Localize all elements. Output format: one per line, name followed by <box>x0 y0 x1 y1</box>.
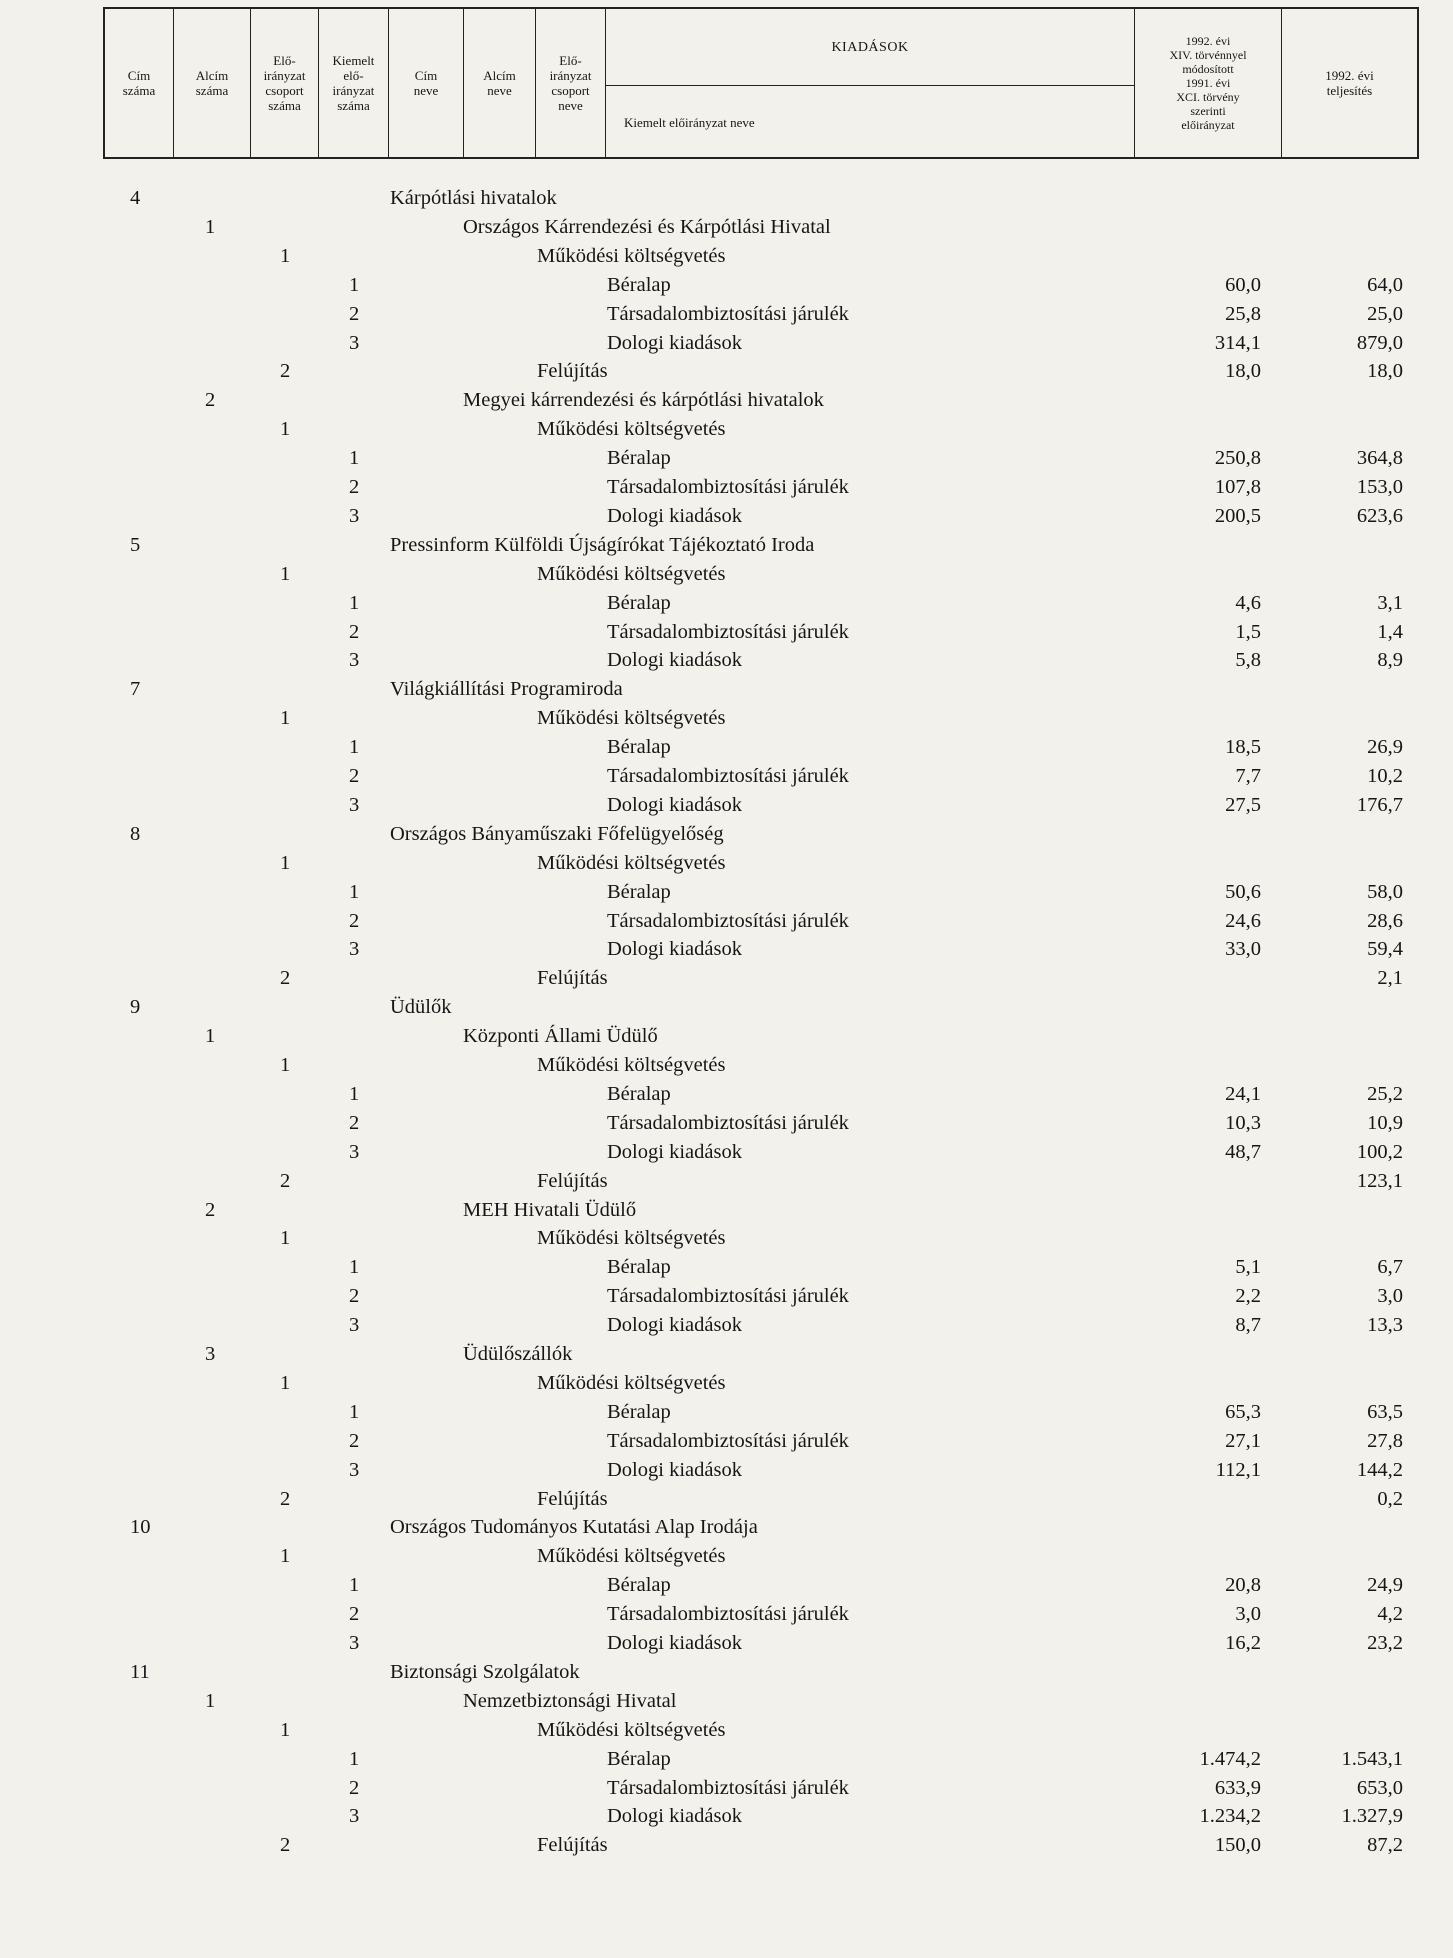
table-row <box>0 1340 1453 1369</box>
table-row <box>0 849 1453 878</box>
row-name: Béralap <box>607 1082 671 1105</box>
header-cim-neve: Cím neve <box>413 68 439 98</box>
row-number: 1 <box>205 215 216 238</box>
row-eloiranyzat-value: 20,8 <box>1225 1574 1261 1597</box>
row-name: MEH Hivatali Üdülő <box>463 1198 637 1221</box>
row-name: Társadalombiztosítási járulék <box>607 302 849 325</box>
row-teljesites-value: 27,8 <box>1367 1429 1403 1452</box>
row-eloiranyzat-value: 200,5 <box>1214 504 1261 527</box>
row-number: 2 <box>280 967 291 990</box>
row-teljesites-value: 1.327,9 <box>1341 1805 1403 1828</box>
header-alcim-szama: Alcím száma <box>195 68 229 98</box>
row-number: 2 <box>349 302 360 325</box>
row-name: Felújítás <box>537 1834 608 1857</box>
table-row <box>0 1398 1453 1427</box>
row-name: Társadalombiztosítási járulék <box>607 1285 849 1308</box>
table-row <box>0 1196 1453 1225</box>
row-teljesites-value: 3,1 <box>1377 591 1403 614</box>
row-name: Béralap <box>607 591 671 614</box>
table-row <box>0 1658 1453 1687</box>
row-name: Dologi kiadások <box>607 331 742 354</box>
row-teljesites-value: 58,0 <box>1367 880 1403 903</box>
row-eloiranyzat-value: 27,1 <box>1225 1429 1261 1452</box>
row-teljesites-value: 123,1 <box>1356 1169 1403 1192</box>
row-eloiranyzat-value: 5,8 <box>1235 649 1261 672</box>
row-teljesites-value: 18,0 <box>1367 360 1403 383</box>
table-row <box>0 184 1453 213</box>
row-teljesites-value: 176,7 <box>1356 793 1403 816</box>
row-name: Társadalombiztosítási járulék <box>607 765 849 787</box>
row-name: Dologi kiadások <box>607 1458 742 1481</box>
table-row <box>0 329 1453 358</box>
header-kiemelt-eloiranyzat-szama: Kiemelt elő- irányzat száma <box>332 53 375 113</box>
table-row <box>0 1282 1453 1311</box>
row-eloiranyzat-value: 1,5 <box>1235 620 1261 643</box>
table-row <box>0 1831 1453 1860</box>
row-teljesites-value: 64,0 <box>1367 273 1403 296</box>
row-number: 1 <box>349 447 360 470</box>
row-name: Megyei kárrendezési és kárpótlási hivatalok <box>463 389 824 412</box>
table-row <box>0 444 1453 473</box>
row-teljesites-value: 2,1 <box>1377 967 1403 990</box>
row-number: 2 <box>349 765 360 787</box>
table-row <box>0 820 1453 849</box>
row-teljesites-value: 3,0 <box>1377 1285 1403 1308</box>
row-teljesites-value: 4,2 <box>1377 1603 1403 1626</box>
row-number: 1 <box>349 1082 360 1105</box>
row-number: 3 <box>349 938 360 961</box>
row-teljesites-value: 63,5 <box>1367 1400 1403 1423</box>
row-name: Felújítás <box>537 967 608 990</box>
row-number: 3 <box>349 1314 360 1337</box>
row-teljesites-value: 364,8 <box>1356 447 1403 470</box>
row-teljesites-value: 623,6 <box>1356 504 1403 527</box>
row-name: Működési költségvetés <box>537 1718 726 1741</box>
row-teljesites-value: 653,0 <box>1356 1776 1403 1799</box>
row-eloiranyzat-value: 18,5 <box>1225 736 1261 759</box>
row-teljesites-value: 23,2 <box>1367 1632 1403 1654</box>
table-row <box>0 1571 1453 1600</box>
row-number: 1 <box>349 1747 360 1770</box>
row-number: 1 <box>349 1400 360 1423</box>
table-row <box>0 1456 1453 1485</box>
row-name: Központi Állami Üdülő <box>463 1025 658 1048</box>
row-number: 1 <box>349 273 360 296</box>
header-eloiranyzat-csoport-neve: Elő- irányzat csoport neve <box>549 53 592 113</box>
row-eloiranyzat-value: 33,0 <box>1225 938 1261 961</box>
row-number: 3 <box>349 1140 360 1163</box>
table-row <box>0 589 1453 618</box>
table-row <box>0 1513 1453 1542</box>
row-name: Felújítás <box>537 1169 608 1192</box>
row-eloiranyzat-value: 10,3 <box>1225 1111 1261 1134</box>
row-eloiranyzat-value: 150,0 <box>1214 1834 1261 1857</box>
row-number: 3 <box>349 649 360 672</box>
row-name: Üdülőszállók <box>463 1343 573 1365</box>
row-teljesites-value: 10,2 <box>1367 765 1403 787</box>
table-row <box>0 618 1453 647</box>
table-row <box>0 502 1453 531</box>
row-name: Országos Tudományos Kutatási Alap Irodája <box>390 1516 758 1539</box>
row-name: Felújítás <box>537 360 608 383</box>
row-eloiranyzat-value: 1.234,2 <box>1199 1805 1261 1828</box>
row-name: Dologi kiadások <box>607 938 742 961</box>
row-teljesites-value: 28,6 <box>1367 909 1403 932</box>
row-eloiranyzat-value: 2,2 <box>1235 1285 1261 1308</box>
row-number: 11 <box>130 1660 150 1683</box>
row-eloiranyzat-value: 60,0 <box>1225 273 1261 296</box>
row-teljesites-value: 25,2 <box>1367 1082 1403 1105</box>
row-teljesites-value: 13,3 <box>1367 1314 1403 1337</box>
row-number: 2 <box>280 360 291 383</box>
row-number: 2 <box>205 1198 216 1221</box>
row-name: Társadalombiztosítási járulék <box>607 1603 849 1626</box>
row-eloiranyzat-value: 3,0 <box>1235 1603 1261 1626</box>
row-number: 3 <box>349 793 360 816</box>
header-kiadasok: KIADÁSOK <box>831 39 909 55</box>
table-row <box>0 1629 1453 1658</box>
row-name: Társadalombiztosítási járulék <box>607 909 849 932</box>
row-name: Biztonsági Szolgálatok <box>390 1660 580 1683</box>
row-teljesites-value: 26,9 <box>1367 736 1403 759</box>
row-number: 1 <box>280 1227 291 1250</box>
row-teljesites-value: 24,9 <box>1367 1574 1403 1597</box>
row-name: Béralap <box>607 736 671 759</box>
row-eloiranyzat-value: 27,5 <box>1225 793 1261 816</box>
row-name: Dologi kiadások <box>607 1805 742 1828</box>
row-name: Társadalombiztosítási járulék <box>607 476 849 498</box>
row-teljesites-value: 1,4 <box>1377 620 1403 643</box>
row-number: 3 <box>349 1458 360 1481</box>
row-name: Dologi kiadások <box>607 1632 742 1654</box>
row-number: 1 <box>280 1054 291 1076</box>
table-row <box>0 1427 1453 1456</box>
table-row <box>0 213 1453 242</box>
row-number: 1 <box>280 851 291 874</box>
row-number: 2 <box>280 1169 291 1192</box>
row-eloiranyzat-value: 107,8 <box>1214 476 1261 498</box>
row-name: Működési költségvetés <box>537 418 726 441</box>
table-row <box>0 1109 1453 1138</box>
row-number: 5 <box>130 533 141 556</box>
row-name: Társadalombiztosítási járulék <box>607 1776 849 1799</box>
row-number: 2 <box>349 1776 360 1799</box>
row-number: 3 <box>349 1805 360 1828</box>
table-row <box>0 675 1453 704</box>
table-row <box>0 560 1453 589</box>
row-name: Pressinform Külföldi Újságírókat Tájékoztató Iroda <box>390 533 815 556</box>
row-eloiranyzat-value: 250,8 <box>1214 447 1261 470</box>
row-eloiranyzat-value: 50,6 <box>1225 880 1261 903</box>
table-row <box>0 357 1453 386</box>
row-eloiranyzat-value: 65,3 <box>1225 1400 1261 1423</box>
table-row <box>0 1022 1453 1051</box>
row-number: 1 <box>349 1574 360 1597</box>
row-name: Világkiállítási Programiroda <box>390 678 623 701</box>
row-number: 1 <box>349 736 360 759</box>
row-eloiranyzat-value: 25,8 <box>1225 302 1261 325</box>
table-row <box>0 1051 1453 1080</box>
row-teljesites-value: 144,2 <box>1356 1458 1403 1481</box>
row-name: Béralap <box>607 447 671 470</box>
row-eloiranyzat-value: 633,9 <box>1214 1776 1261 1799</box>
row-teljesites-value: 8,9 <box>1377 649 1403 672</box>
row-name: Nemzetbiztonsági Hivatal <box>463 1689 677 1712</box>
table-row <box>0 1600 1453 1629</box>
row-eloiranyzat-value: 16,2 <box>1225 1632 1261 1654</box>
row-teljesites-value: 153,0 <box>1356 476 1403 498</box>
table-row <box>0 271 1453 300</box>
row-number: 2 <box>280 1834 291 1857</box>
table-row <box>0 878 1453 907</box>
row-number: 1 <box>280 244 291 267</box>
row-number: 1 <box>280 707 291 730</box>
row-number: 1 <box>280 418 291 441</box>
row-teljesites-value: 59,4 <box>1367 938 1403 961</box>
table-row <box>0 415 1453 444</box>
row-teljesites-value: 6,7 <box>1377 1256 1403 1279</box>
row-name: Működési költségvetés <box>537 707 726 730</box>
row-name: Társadalombiztosítási járulék <box>607 1429 849 1452</box>
row-teljesites-value: 879,0 <box>1356 331 1403 354</box>
table-row <box>0 1745 1453 1774</box>
row-number: 2 <box>205 389 216 412</box>
row-number: 4 <box>130 187 141 209</box>
table-row <box>0 935 1453 964</box>
header-teljesites: 1992. évi teljesítés <box>1325 68 1374 98</box>
row-number: 2 <box>349 1285 360 1308</box>
row-name: Béralap <box>607 1574 671 1597</box>
row-name: Társadalombiztosítási járulék <box>607 620 849 643</box>
row-name: Béralap <box>607 273 671 296</box>
row-teljesites-value: 25,0 <box>1367 302 1403 325</box>
row-teljesites-value: 1.543,1 <box>1341 1747 1403 1770</box>
row-name: Béralap <box>607 1400 671 1423</box>
row-eloiranyzat-value: 24,6 <box>1225 909 1261 932</box>
table-row <box>0 1138 1453 1167</box>
table-row <box>0 733 1453 762</box>
table-row <box>0 1253 1453 1282</box>
row-number: 2 <box>349 1111 360 1134</box>
table-row <box>0 964 1453 993</box>
row-name: Béralap <box>607 880 671 903</box>
table-row <box>0 1224 1453 1253</box>
row-number: 8 <box>130 822 141 845</box>
table-row <box>0 1311 1453 1340</box>
row-name: Működési költségvetés <box>537 1227 726 1250</box>
row-number: 2 <box>280 1487 291 1510</box>
row-number: 1 <box>349 591 360 614</box>
row-number: 1 <box>280 1545 291 1568</box>
row-number: 1 <box>280 1371 291 1394</box>
row-eloiranyzat-value: 18,0 <box>1225 360 1261 383</box>
row-name: Működési költségvetés <box>537 1054 726 1076</box>
row-number: 2 <box>349 1429 360 1452</box>
table-row <box>0 993 1453 1022</box>
table-row <box>0 1369 1453 1398</box>
table-row <box>0 531 1453 560</box>
table-row <box>0 762 1453 791</box>
row-number: 3 <box>349 331 360 354</box>
table-row <box>0 1485 1453 1514</box>
row-number: 1 <box>205 1025 216 1048</box>
row-number: 1 <box>205 1689 216 1712</box>
row-name: Működési költségvetés <box>537 1371 726 1394</box>
row-number: 3 <box>349 1632 360 1654</box>
row-eloiranyzat-value: 7,7 <box>1235 765 1261 787</box>
row-number: 2 <box>349 909 360 932</box>
header-eloiranyzat: 1992. évi XIV. törvénnyel módosított 1991. évi XCI. törvény szerinti előirányzat <box>1169 34 1247 132</box>
row-teljesites-value: 87,2 <box>1367 1834 1403 1857</box>
row-name: Országos Kárrendezési és Kárpótlási Hivatal <box>463 215 831 238</box>
row-eloiranyzat-value: 4,6 <box>1235 591 1261 614</box>
table-row <box>0 1542 1453 1571</box>
row-name: Üdülők <box>390 996 452 1019</box>
row-number: 1 <box>349 880 360 903</box>
row-name: Működési költségvetés <box>537 562 726 585</box>
row-name: Működési költségvetés <box>537 244 726 267</box>
row-eloiranyzat-value: 48,7 <box>1225 1140 1261 1163</box>
row-number: 1 <box>280 562 291 585</box>
row-number: 3 <box>205 1343 216 1365</box>
row-number: 10 <box>130 1516 151 1539</box>
row-number: 2 <box>349 1603 360 1626</box>
table-row <box>0 1774 1453 1803</box>
row-number: 2 <box>349 476 360 498</box>
row-name: Dologi kiadások <box>607 649 742 672</box>
row-name: Kárpótlási hivatalok <box>390 187 557 209</box>
table-row <box>0 386 1453 415</box>
row-name: Társadalombiztosítási járulék <box>607 1111 849 1134</box>
table-row <box>0 646 1453 675</box>
table-row <box>0 473 1453 502</box>
table-row <box>0 907 1453 936</box>
table-row <box>0 1716 1453 1745</box>
row-number: 2 <box>349 620 360 643</box>
row-name: Működési költségvetés <box>537 851 726 874</box>
row-name: Dologi kiadások <box>607 1140 742 1163</box>
row-eloiranyzat-value: 314,1 <box>1214 331 1261 354</box>
table-row <box>0 242 1453 271</box>
table-row <box>0 1802 1453 1831</box>
row-eloiranyzat-value: 24,1 <box>1225 1082 1261 1105</box>
row-teljesites-value: 10,9 <box>1367 1111 1403 1134</box>
table-row <box>0 1167 1453 1196</box>
table-row <box>0 1687 1453 1716</box>
row-eloiranyzat-value: 8,7 <box>1235 1314 1261 1337</box>
row-eloiranyzat-value: 112,1 <box>1215 1458 1261 1481</box>
row-name: Országos Bányaműszaki Főfelügyelőség <box>390 822 724 845</box>
row-eloiranyzat-value: 1.474,2 <box>1199 1747 1261 1770</box>
row-name: Dologi kiadások <box>607 1314 742 1337</box>
table-row <box>0 791 1453 820</box>
table-row <box>0 704 1453 733</box>
row-name: Dologi kiadások <box>607 504 742 527</box>
header-kiemelt-eloiranyzat-neve: Kiemelt előirányzat neve <box>624 114 755 130</box>
table-header <box>103 7 1419 159</box>
header-eloiranyzat-csoport-szama: Elő- irányzat csoport száma <box>263 53 306 113</box>
row-name: Béralap <box>607 1256 671 1279</box>
row-teljesites-value: 0,2 <box>1377 1487 1403 1510</box>
row-number: 3 <box>349 504 360 527</box>
table-row <box>0 300 1453 329</box>
row-name: Felújítás <box>537 1487 608 1510</box>
row-number: 9 <box>130 996 141 1019</box>
row-name: Működési költségvetés <box>537 1545 726 1568</box>
row-number: 1 <box>280 1718 291 1741</box>
row-name: Dologi kiadások <box>607 793 742 816</box>
row-number: 7 <box>130 678 141 701</box>
row-number: 1 <box>349 1256 360 1279</box>
row-teljesites-value: 100,2 <box>1356 1140 1403 1163</box>
header-cim-szama: Cím száma <box>122 68 156 98</box>
row-name: Béralap <box>607 1747 671 1770</box>
table-row <box>0 1080 1453 1109</box>
header-alcim-neve: Alcím neve <box>483 68 516 98</box>
row-eloiranyzat-value: 5,1 <box>1235 1256 1261 1279</box>
